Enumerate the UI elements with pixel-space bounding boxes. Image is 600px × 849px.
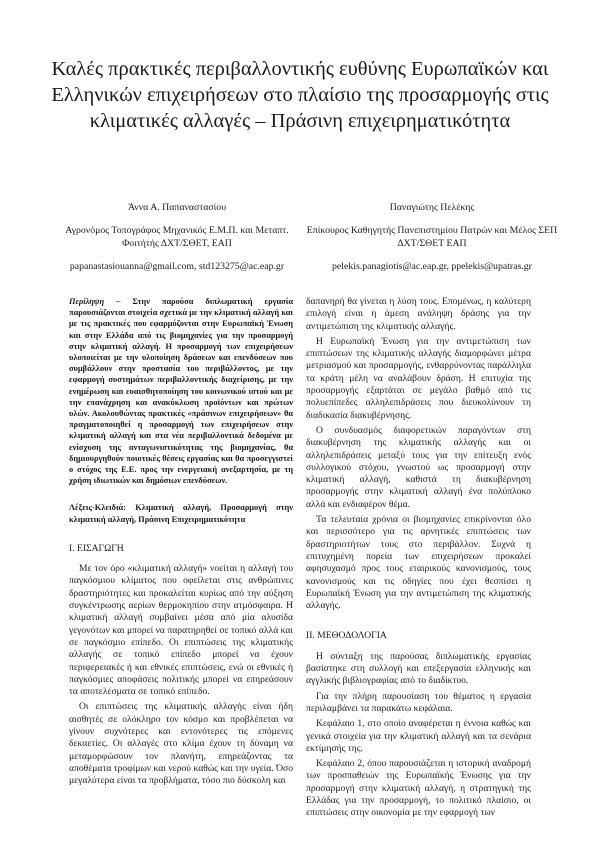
paragraph: δαπανηρή θα γίνεται η λύση τους. Επομένως, η καλύτερη επιλογή είναι η άμεση ανάληψη δράσης για την αντιμετώπιση της κλιματικής αλλαγής. <box>306 296 531 332</box>
author-affiliation: Επίκουρος Καθηγητής Πανεπιστημίου Πατρών και Μέλος ΣΕΠ ΔΧΤ/ΣΘΕΤ ΕΑΠ <box>306 224 558 249</box>
author-email: pelekis.panagiotis@ac.eap.gr, ppelekis@upatras.gr <box>332 260 532 272</box>
left-column <box>69 296 293 791</box>
paragraph: Τα τελευταία χρόνια οι βιομηχανίες επικρίνονται όλο και περισσότερο για τις αρνητικές επιπτώσεις των δραστηριοτήτων τους στο περιβάλλον. Συχνά η επιτυχημένη πορεία των επιχειρήσεων προκαλεί αφησυχασμό προς τους εταιρικούς κανονισμούς, τους κανονισμούς και τις οδηγίες που έχει θεσπίσει η Ευρωπαϊκή Ένωση για την αντιμετώπιση της κλιματικής αλλαγής. <box>306 514 531 612</box>
author-block-2 <box>302 201 562 273</box>
author-email: papanastasiouanna@gmail.com, std123275@ac.eap.gr <box>69 260 285 272</box>
author-affiliation: Αγρονόμος Τοπογράφος Μηχανικός Ε.Μ.Π. και Μεταπτ. Φοιτήτής ΔΧΤ/ΣΘΕΤ, ΕΑΠ <box>65 224 289 249</box>
section-heading-methodology: II. ΜΕΘΟΔΟΛΟΓΙΑ <box>306 630 387 642</box>
paragraph: Κεφάλαιο 1, στο οποίο αναφέρεται η έννοια καθώς και γενικά στοιχεία για την κλιματική αλλαγή και τα σενάρια εκτίμησής της. <box>306 718 531 754</box>
author-block-1 <box>62 201 292 273</box>
paper-title: Καλές πρακτικές περιβαλλοντικής ευθύνης Ευρωπαϊκών και Ελληνικών επιχειρήσεων στο πλαίσιο της προσαρμογής στις κλιματικές αλλαγές – Πράσινη επιχειρηματικότητα <box>51 58 549 132</box>
abstract-label: Περίληψη <box>69 297 105 306</box>
abstract-text: – Στην παρούσα διπλωματική εργασία παρουσιάζονται στοιχεία σχετικά με την κλιματική αλλαγή και με τις πρακτικές που εφαρμόζονται στην Ευρωπαϊκή Ένωση και στην Ελλάδα από τις βιομηχανίες για την προσαρμογή στην κλιματική αλλαγή. Η προσαρμογή των επιχειρήσεων υλοποιείται με την υλοποίηση δράσεων και επενδύσεων που συμβάλλουν στην προστασία του περιβάλλοντος, με την εφαρμογή συστημάτων περιβαλλοντικής διαχείρισης, με την ενημέρωση και ευαισθητοποίηση του κοινωνικού ιστού και με την επανάχρηση και ανακύκλωση προϊόντων και πρώτων υλών. Ακολουθώντας πρακτικές «πράσινων επιχειρήσεων» θα πραγματοποιηθεί η προσαρμογή των επιχειρήσεων στην κλιματική αλλαγή και στα νέα περιβαλλοντικά δεδομένα με ενίσχυση της ανταγωνιστικότητας της βιομηχανίας, θα δημιουργηθούν ποιοτικές θέσεις εργασίας και θα προσεγγιστεί ο στόχος της Ε.Ε. προς την ενεργειακή ανεξαρτησία, με τη χρήση ιδιωτικών και δημόσιων επενδύσεων. <box>69 297 293 486</box>
keywords-text: Λέξεις-Κλειδιά: Κλιματική αλλαγή, Προσαρμογή στην κλιματική αλλαγή, Πράσινη Επιχειρηματικότητα <box>69 503 293 524</box>
abstract <box>69 296 293 486</box>
paragraph: Κεφάλαιο 2, όπου παρουσιάζεται η ιστορική αναδρομή των προσπαθειών της Ευρωπαϊκής Ένωσης για την προσαρμογή στην κλιματική αλλαγή, η στρατηγική της Ελλάδας για την προσαρμογή, το πολιτικό πλαίσιο, οι επιπτώσεις στην οικονομία με την εφαρμογή των <box>306 758 531 819</box>
author-name: Παναγιώτης Πελέκης <box>389 202 475 213</box>
author-name: Άννα Α. Παπαναστασίου <box>127 202 227 213</box>
paragraph: Ο συνδυασμός διαφορετικών παραγόντων στη διακυβέρνηση της κλιματικής αλλαγής και οι αλληλεπιδράσεις μεταξύ τους για την επίτευξη ενός συλλογικού στόχου, γνωστού ως προσαρμογή στην κλιματική αλλαγή, καθιστά τη διακυβέρνηση προσαρμογής στην κλιματική αλλαγή ένα πολύπλοκο αλλά και ενδιαφέρον θέμα. <box>306 424 531 510</box>
paragraph: Η σύνταξη της παρούσας διπλωματικής εργασίας βασίστηκε στη συλλογή και επεξεργασία ελληνικής και αγγλικής βιβλιογραφίας από το διαδίκτυο. <box>306 650 531 687</box>
section-heading-introduction: I. ΕΙΣΑΓΩΓΗ <box>69 542 124 554</box>
right-column <box>306 296 531 823</box>
paragraph: Οι επιπτώσεις της κλιματικής αλλαγής είναι ήδη αισθητές σε ολόκληρο τον κόσμο και προβλέπεται να γίνουν συχνότερες και εντονότερες τις επόμενες δεκαετίες. Οι αλλαγές στο κλίμα έχουν τη δύναμη να μεταμορφώσουν τον πλανήτη, επηρεάζοντας τα αποθέματα τροφίμων και νερού καθώς και την υγεία. Όσο μεγαλύτερα είναι τα προβλήματα, τόσο πιο δύσκολη και <box>69 701 293 787</box>
paragraph: Για την πλήρη παρουσίαση του θέματος η εργασία περιλαμβάνει τα παρακάτω κεφάλαια. <box>306 690 531 714</box>
paragraph: Η Ευρωπαϊκή Ένωση για την αντιμετώπιση των επιπτώσεων της κλιματικής αλλαγής διαμορφώνει μέτρα μετριασμού και προσαρμογής, ενθαρρύνοντας παράλληλα τα κράτη μέλη να αναλάβουν δράση. Η επιτυχία της προσαρμογής εξαρτάται σε μεγάλο βαθμό από τις πολυεπίπεδες αλληλεπιδράσεις που διευκολύνουν τη διαδικασία διακυβέρνησης. <box>306 335 531 421</box>
paragraph: Με τον όρο «κλιματική αλλαγή» νοείται η αλλαγή του παγκόσμιου κλίματος που οφείλεται στις ανθρώπινες δραστηριότητες και προκαλείται κυρίως από την αύξηση συγκέντρωσης αερίων θερμοκηπίου στην ατμόσφαιρα. Η κλιματική αλλαγή συμβαίνει μέσα από μία αλυσίδα γεγονότων και μπορεί να παρατηρηθεί σε τοπικό αλλά και σε παγκόσμιο επίπεδο. Οι επιπτώσεις της κλιματικής αλλαγής σε τοπικό επίπεδο μπορεί να έχουν περιφερειακές ή και εθνικές επιπτώσεις, ενώ οι εθνικές ή παγκόσμιες αποφάσεις πολιτικής μπορεί να επηρεάσουν τα αποτελέσματα σε τοπικό επίπεδο. <box>69 563 293 698</box>
keywords <box>69 502 293 524</box>
